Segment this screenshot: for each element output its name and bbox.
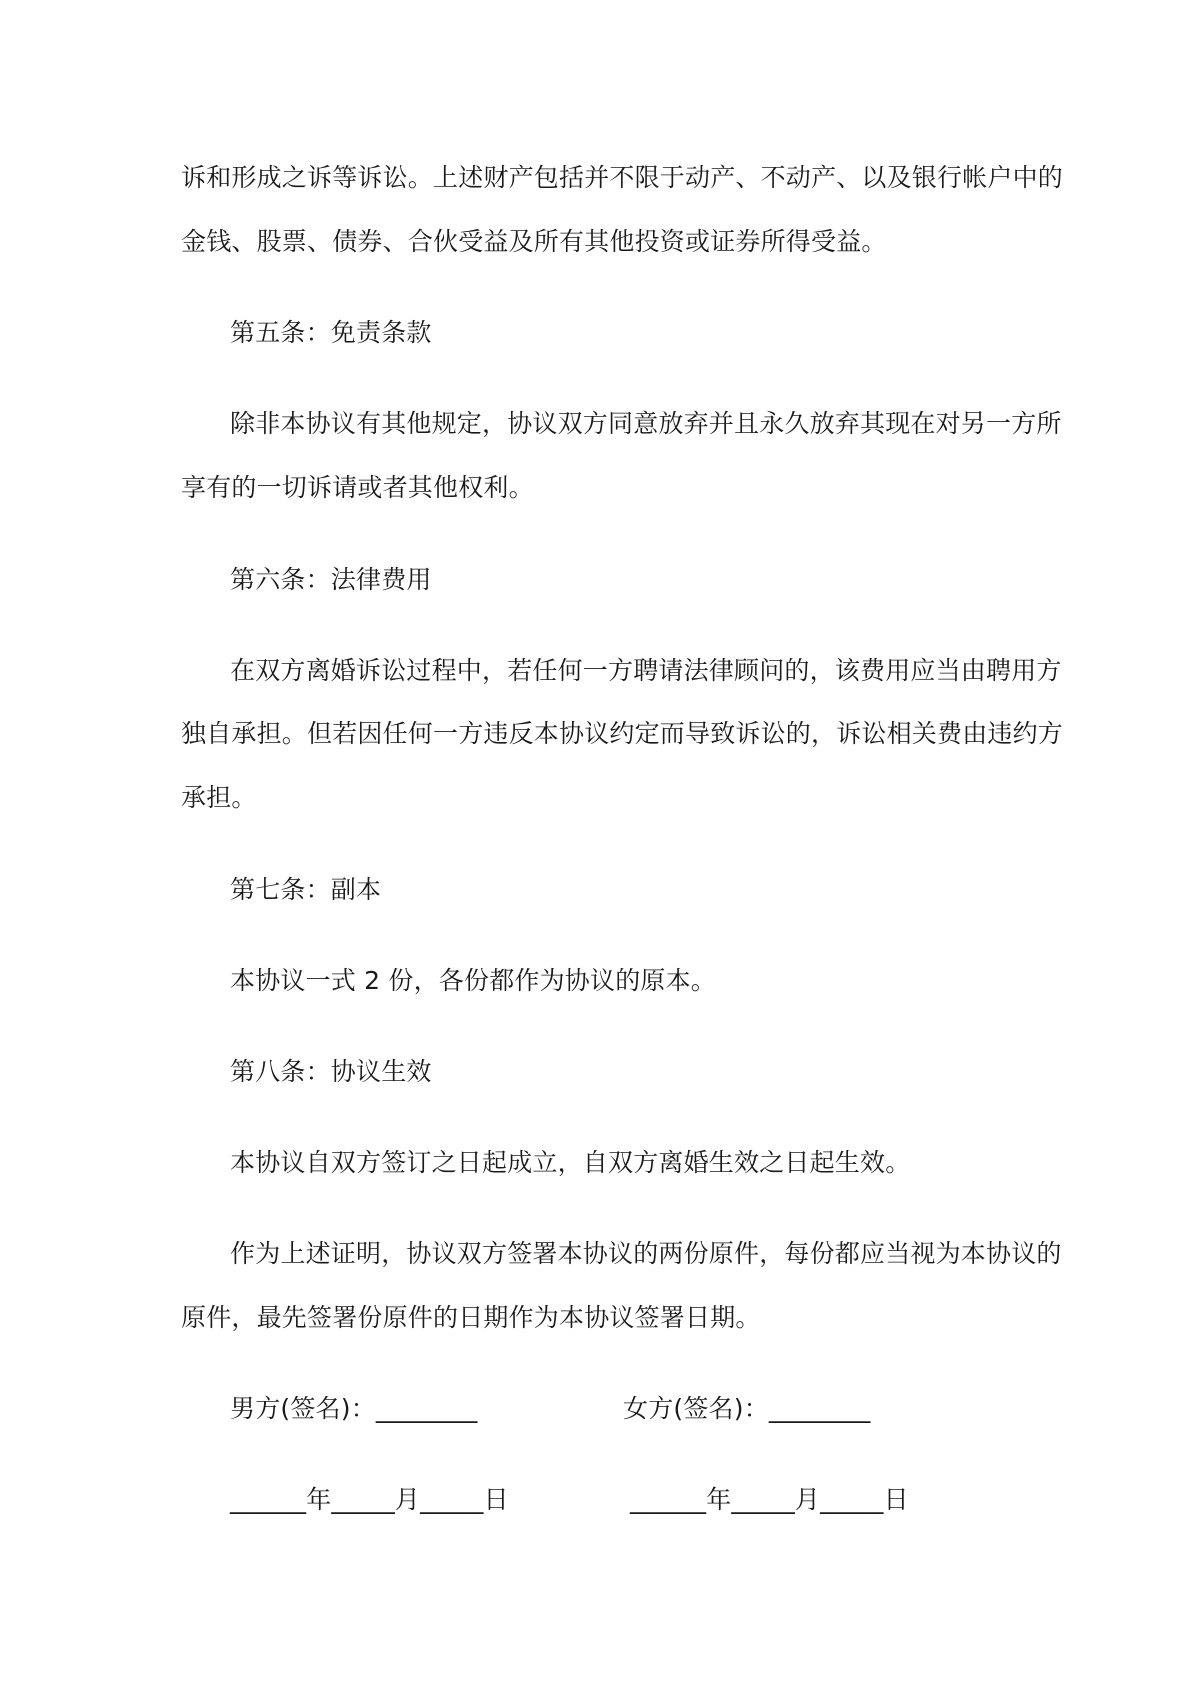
article6-line-1: 在双方离婚诉讼过程中，若任何一方聘请法律顾问的，该费用应当由聘用方 (230, 656, 1062, 685)
article8-line-1: 本协议自双方签订之日起成立，自双方离婚生效之日起生效。 (230, 1148, 911, 1177)
article6-heading: 第六条：法律费用 (230, 565, 432, 594)
article6-line-3: 承担。 (181, 783, 257, 812)
male-signature-label: 男方(签名)：________ (230, 1394, 478, 1423)
article8-heading: 第八条：协议生效 (230, 1057, 432, 1086)
article5-heading: 第五条：免责条款 (230, 318, 432, 347)
female-signature-date: ______年_____月_____日 (630, 1485, 909, 1514)
article6-line-2: 独自承担。但若因任何一方违反本协议约定而导致诉讼的，诉讼相关费由违约方 (181, 719, 1064, 748)
article5-line-2: 享有的一切诉请或者其他权利。 (181, 473, 534, 502)
article7-heading: 第七条：副本 (230, 875, 382, 904)
male-signature-date: ______年_____月_____日 (230, 1485, 509, 1514)
continuation-line-2: 金钱、股票、债券、合伙受益及所有其他投资或证券所得受益。 (181, 227, 887, 256)
continuation-line-1: 诉和形成之诉等诉讼。上述财产包括并不限于动产、不动产、以及银行帐户中的 (181, 163, 1064, 192)
article7-line-1: 本协议一式 2 份，各份都作为协议的原本。 (230, 966, 717, 995)
witness-line-2: 原件，最先签署份原件的日期作为本协议签署日期。 (181, 1303, 761, 1332)
article5-line-1: 除非本协议有其他规定，协议双方同意放弃并且永久放弃其现在对另一方所 (230, 409, 1062, 438)
witness-line-1: 作为上述证明，协议双方签署本协议的两份原件，每份都应当视为本协议的 (230, 1239, 1062, 1268)
female-signature-label: 女方(签名)：________ (623, 1394, 871, 1423)
